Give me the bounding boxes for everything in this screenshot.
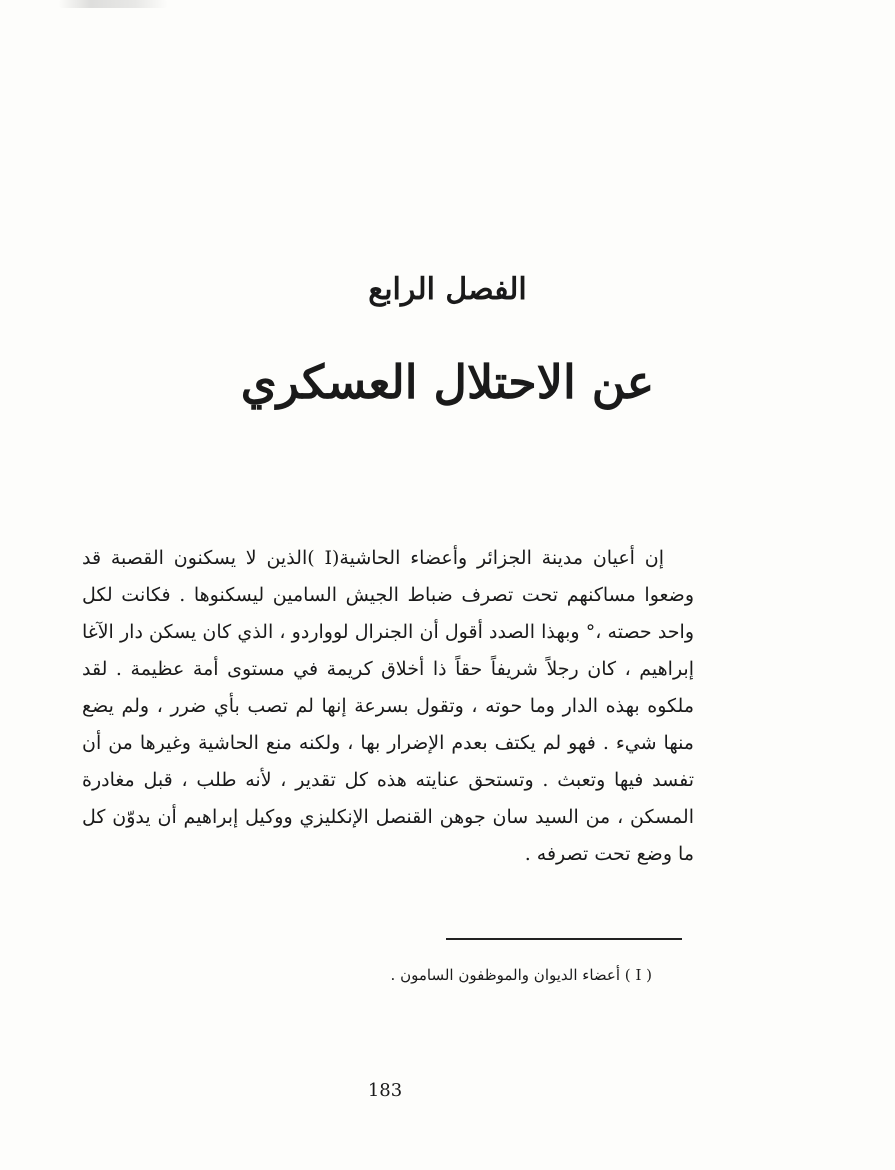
chapter-title: عن الاحتلال العسكري xyxy=(240,355,655,409)
footnote: ( I ) أعضاء الديوان والموظفون السامون . xyxy=(390,966,652,984)
footnote-separator xyxy=(446,938,682,940)
body-paragraph: إن أعيان مدينة الجزائر وأعضاء الحاشية(I )الذين لا يسكنون القصبة قد وضعوا مساكنهم تحت تصرف ضباط الجيش السامين ليسكنوها . فكانت لكل واحد حصته ،° وبهذا الصدد أقول أن الجنرال لوواردو ، الذي كان يسكن دار الآغا إبراهيم ، كان رجلاً شريفاً حقاً ذا أخلاق كريمة في مستوى أمة عظيمة . لقد ملكوه بهذه الدار وما حوته ، وتقول بسرعة إنها لم تصب بأي ضرر ، ولم يضع منها شيء . فهو لم يكتف بعدم الإضرار بها ، ولكنه منع الحاشية وغيرها من أن تفسد فيها وتعبث . وتستحق عنايته هذه كل تقدير ، لأنه طلب ، قبل مغادرة المسكن ، من السيد سان جوهن القنصل الإنكليزي ووكيل إبراهيم أن يدوّن كل ما وضع تحت تصرفه . xyxy=(82,547,694,866)
chapter-label: الفصل الرابع xyxy=(368,272,527,307)
scan-artifact xyxy=(58,0,168,8)
page-number: 183 xyxy=(367,1080,403,1101)
body-text xyxy=(82,540,694,873)
